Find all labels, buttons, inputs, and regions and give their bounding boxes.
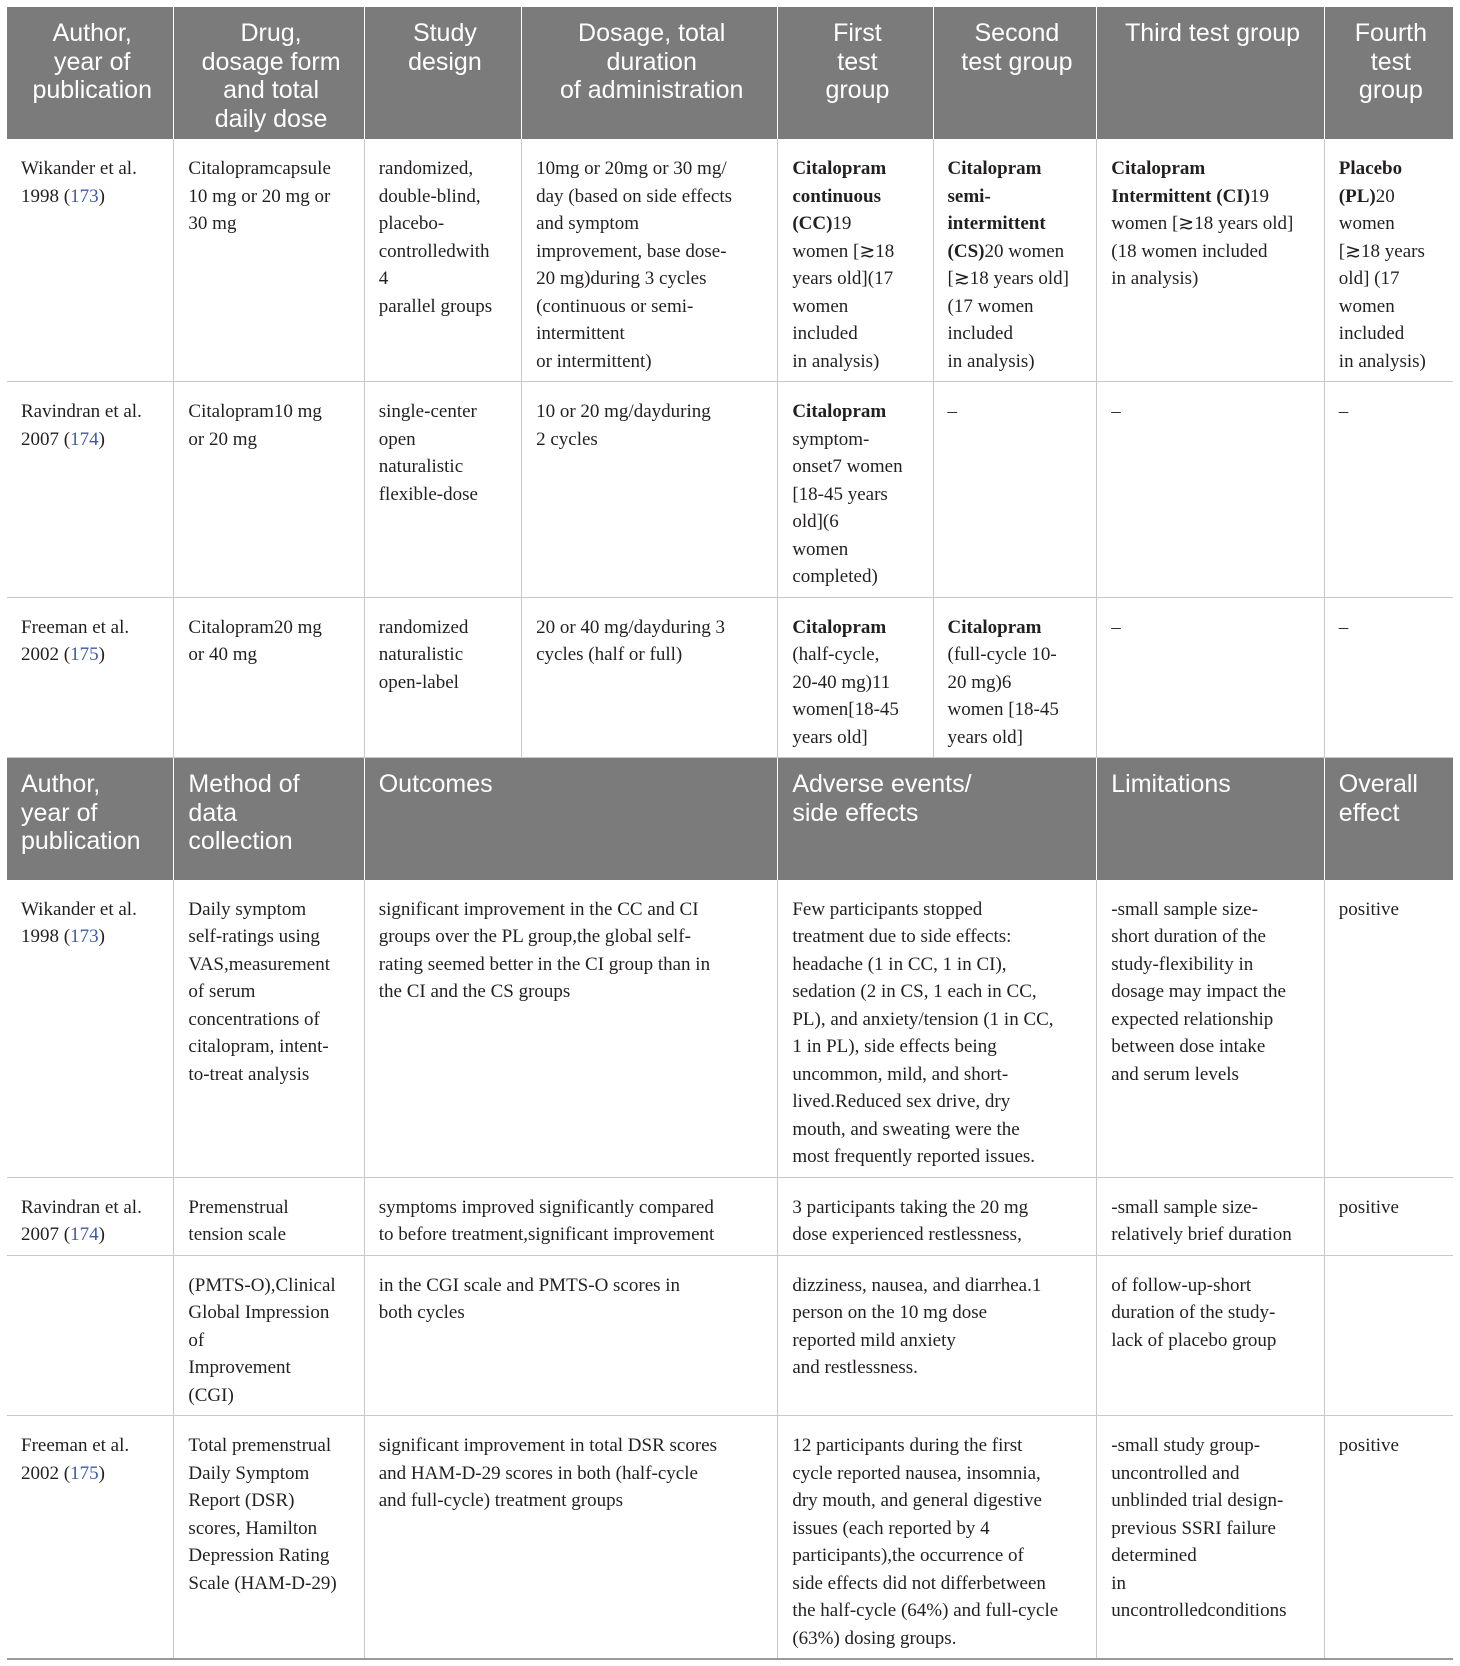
- table-row: [7, 139, 1453, 382]
- col-header: Fourth test group: [1324, 7, 1453, 139]
- col-header: Third test group: [1097, 7, 1325, 139]
- limitations-cell: -small sample size- short duration of the study-flexibility in dosage may impact the expected relationship between dose intake and serum levels: [1097, 880, 1325, 1178]
- col-header: Method of data collection: [174, 758, 364, 880]
- test-group-cell: –: [1324, 597, 1453, 758]
- overall-effect-cell: [1324, 1255, 1453, 1416]
- reference-link[interactable]: 175: [70, 1462, 99, 1484]
- dosage-cell: 10mg or 20mg or 30 mg/ day (based on side effects and symptom improvement, base dose- 20 mg)during 3 cycles (continuous or semi- intermittent or intermittent): [522, 139, 778, 382]
- reference-link[interactable]: 173: [70, 185, 99, 207]
- drug-cell: Citalopram20 mg or 40 mg: [174, 597, 364, 758]
- outcomes-cell: significant improvement in total DSR scores and HAM-D-29 scores in both (half-cycle and full-cycle) treatment groups: [364, 1416, 778, 1660]
- col-header: First test group: [778, 7, 933, 139]
- author-cell: Wikander et al. 1998 (173): [7, 880, 174, 1178]
- author-cell: Ravindran et al. 2007 (174): [7, 382, 174, 598]
- col-header: Drug, dosage form and total daily dose: [174, 7, 364, 139]
- adverse-events-cell: Few participants stopped treatment due to side effects: headache (1 in CC, 1 in CI), sedation (2 in CS, 1 each in CC, PL), and anxiety/tension (1 in CC, 1 in PL), side effects being uncommon, mild, and short- lived.Reduced sex drive, dry mouth, and sweating were the most frequently reported issues.: [778, 880, 1097, 1178]
- author-cell: Freeman et al. 2002 (175): [7, 597, 174, 758]
- author-cell: Ravindran et al. 2007 (174): [7, 1177, 174, 1255]
- test-group-cell: –: [1324, 382, 1453, 598]
- design-cell: randomized naturalistic open-label: [364, 597, 521, 758]
- test-group-cell: Citalopram semi- intermittent (CS)20 women [≳18 years old] (17 women included in analysis): [933, 139, 1097, 382]
- test-group-cell: –: [1097, 382, 1325, 598]
- outcomes-cell: in the CGI scale and PMTS-O scores in both cycles: [364, 1255, 778, 1416]
- test-group-cell: –: [1097, 597, 1325, 758]
- header-row-1: [7, 7, 1453, 139]
- method-cell: Total premenstrual Daily Symptom Report (DSR) scores, Hamilton Depression Rating Scale (HAM-D-29): [174, 1416, 364, 1660]
- drug-cell: Citalopram10 mg or 20 mg: [174, 382, 364, 598]
- limitations-cell: of follow-up-short duration of the study- lack of placebo group: [1097, 1255, 1325, 1416]
- reference-link[interactable]: 175: [70, 644, 99, 665]
- limitations-cell: -small sample size- relatively brief duration: [1097, 1177, 1325, 1255]
- design-cell: randomized, double-blind, placebo- controlledwith 4 parallel groups: [364, 139, 521, 382]
- table-row: [7, 1416, 1453, 1660]
- author-cell: Freeman et al. 2002 (175): [7, 1416, 174, 1660]
- outcomes-cell: significant improvement in the CC and CI groups over the PL group,the global self- rating seemed better in the CI group than in the CI and the CS groups: [364, 880, 778, 1178]
- col-header: Author, year of publication: [7, 7, 174, 139]
- test-group-cell: Citalopram continuous (CC)19 women [≳18 years old](17 women included in analysis): [778, 139, 933, 382]
- outcomes-cell: symptoms improved significantly compared to before treatment,significant improvement: [364, 1177, 778, 1255]
- method-cell: (PMTS-O),Clinical Global Impression of Improvement (CGI): [174, 1255, 364, 1416]
- table-row: [7, 1255, 1453, 1416]
- overall-effect-cell: positive: [1324, 880, 1453, 1178]
- col-header: Dosage, total duration of administration: [522, 7, 778, 139]
- table-body: [7, 7, 1453, 1659]
- col-header: Adverse events/ side effects: [778, 758, 1097, 880]
- col-header: Study design: [364, 7, 521, 139]
- col-header: Outcomes: [364, 758, 778, 880]
- overall-effect-cell: positive: [1324, 1416, 1453, 1660]
- design-cell: single-center open naturalistic flexible-dose: [364, 382, 521, 598]
- col-header: Second test group: [933, 7, 1097, 139]
- limitations-cell: -small study group- uncontrolled and unblinded trial design- previous SSRI failure determined in uncontrolledconditions: [1097, 1416, 1325, 1660]
- table-row: [7, 597, 1453, 758]
- test-group-cell: Citalopram (half-cycle, 20-40 mg)11 women[18-45 years old]: [778, 597, 933, 758]
- adverse-events-cell: 12 participants during the first cycle reported nausea, insomnia, dry mouth, and general digestive issues (each reported by 4 participants),the occurrence of side effects did not differbetween the half-cycle (64%) and full-cycle (63%) dosing groups.: [778, 1416, 1097, 1660]
- reference-link[interactable]: 173: [70, 926, 99, 947]
- overall-effect-cell: positive: [1324, 1177, 1453, 1255]
- dosage-cell: 10 or 20 mg/dayduring 2 cycles: [522, 382, 778, 598]
- study-table: [7, 7, 1453, 1660]
- method-cell: Daily symptom self-ratings using VAS,measurement of serum concentrations of citalopram, intent- to-treat analysis: [174, 880, 364, 1178]
- author-cell: Wikander et al. 1998 (173): [7, 139, 174, 382]
- test-group-cell: Citalopram Intermittent (CI)19 women [≳18 years old] (18 women included in analysis): [1097, 139, 1325, 382]
- header-row-2: [7, 758, 1453, 880]
- test-group-cell: Placebo (PL)20 women [≳18 years old] (17 women included in analysis): [1324, 139, 1453, 382]
- adverse-events-cell: 3 participants taking the 20 mg dose experienced restlessness,: [778, 1177, 1097, 1255]
- table-row: [7, 880, 1453, 1178]
- col-header: Author, year of publication: [7, 758, 174, 880]
- author-cell: [7, 1255, 174, 1416]
- table-row: [7, 1177, 1453, 1255]
- adverse-events-cell: dizziness, nausea, and diarrhea.1 person on the 10 mg dose reported mild anxiety and restlessness.: [778, 1255, 1097, 1416]
- reference-link[interactable]: 174: [70, 428, 99, 450]
- table-row: [7, 382, 1453, 598]
- test-group-cell: Citalopram (full-cycle 10- 20 mg)6 women [18-45 years old]: [933, 597, 1097, 758]
- test-group-cell: –: [933, 382, 1097, 598]
- dosage-cell: 20 or 40 mg/dayduring 3 cycles (half or full): [522, 597, 778, 758]
- col-header: Overall effect: [1324, 758, 1453, 880]
- drug-cell: Citalopramcapsule 10 mg or 20 mg or 30 mg: [174, 139, 364, 382]
- col-header: Limitations: [1097, 758, 1325, 880]
- method-cell: Premenstrual tension scale: [174, 1177, 364, 1255]
- test-group-cell: Citalopram symptom- onset7 women [18-45 years old](6 women completed): [778, 382, 933, 598]
- reference-link[interactable]: 174: [70, 1224, 99, 1245]
